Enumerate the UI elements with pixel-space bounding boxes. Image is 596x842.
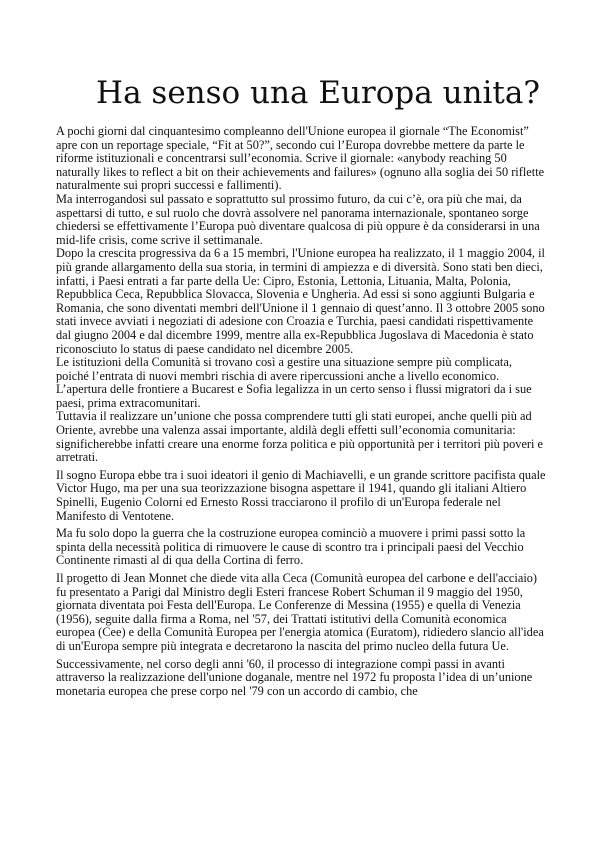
paragraph-integration: Successivamente, nel corso degli anni '60, il processo di integrazione compì passi in avanti attraverso la realizzazione dell'unione doganale, mentre nel 1972 fu proposta l’idea di un’unione monetaria europea che prese corpo nel '79 con un accordo di cambio, che bbox=[56, 656, 533, 698]
paragraph-enlargement: Dopo la crescita progressiva da 6 a 15 membri, l'Unione europea ha realizzato, il 1 maggio 2004, il più grande allargamento della sua storia, in termini di ampiezza e di diversità. Sono stati ben dieci, infatti, i Paesi entrati a far parte della Ue: Cipro, Estonia, Lettonia, Lituania, Malta, Polonia, Repubblica Ceca, Repubblica Slovacca, Slovenia e Ungheria. Ad essi si sono aggiunti Bulgaria e Romania, che sono diventati membri dell'Unione il 1 gennaio di quest’anno. Il 3 ottobre 2005 sono stati invece avviati i negoziati di adesione con Croazia e Turchia, paesi candidati rispettivamente dal giugno 2004 e dal dicembre 1999, mentre alla ex-Repubblica Jugoslava di Macedonia è stato riconosciuto lo status di paese candidato nel dicembre 2005. bbox=[56, 246, 545, 356]
paragraph-europe-dream: Il sogno Europa ebbe tra i suoi ideatori il genio di Machiavelli, e un grande scrittore pacifista quale Victor Hugo, ma per una sua teorizzazione bisogna aspettare il 1941, quando gli italiani Altiero Spinelli, Eugenio Colorni ed Ernesto Rossi tracciarono il profilo di un'Europa federale nel Manifesto di Ventotene. bbox=[56, 467, 546, 523]
document-title: Ha senso una Europa unita? bbox=[96, 75, 540, 111]
paragraph-economist: A pochi giorni dal cinquantesimo compleanno dell'Unione europea il giornale “The Economist” apre con un reportage speciale, “Fit at 50?”, secondo cui l’Europa dovrebbe mettere da parte le riforme istituzionali e concentrarsi sull’economia. Scrive il giornale: «anybody reaching 50 naturally likes to reflect a bit on their achievements and failures» (ognuno alla soglia dei 50 riflette naturalmente sui propri successi e fallimenti). bbox=[56, 124, 545, 193]
paragraph-post-war: Ma fu solo dopo la guerra che la costruzione europea cominciò a muovere i primi passi sotto la spinta della necessità politica di rimuovere le cause di scontro tra i principali paesi del Vecchio Continente rimasti al di qua della Cortina di ferro. bbox=[56, 526, 526, 568]
paragraph-union-value: Tuttavia il realizzare un’unione che possa comprendere tutti gli stati europei, anche quelli più ad Oriente, avrebbe una valenza assai importante, aldilà degli effetti sull’economia comunitaria: significherebbe infatti creare una enorme forza politica e più opportunità per i territori più poveri e arretrati. bbox=[56, 409, 544, 465]
paragraph-institutions: Le istituzioni della Comunità si trovano così a gestire una situazione sempre più complicata, poiché l’entrata di nuovi membri rischia di avere ripercussioni anche a livello economico. L’apertura delle frontiere a Bucarest e Sofia legalizza in un certo senso i flussi migratori da i sue paesi, prima extracomunitari. bbox=[56, 355, 532, 410]
article-body bbox=[56, 125, 546, 698]
paragraph-mid-life-crisis: Ma interrogandosi sul passato e soprattutto sul prossimo futuro, da cui c’è, ora più che mai, da aspettarsi di tutto, e sul ruolo che dovrà assolvere nel panorama internazionale, spontaneo sorge chiedersi se effettivamente l’Europa può diventare qualcosa di più oppure è da considerarsi in una mid-life crisis, come scrive il settimanale. bbox=[56, 191, 540, 247]
paragraph-monnet-project: Il progetto di Jean Monnet che diede vita alla Ceca (Comunità europea del carbone e dell'acciaio) fu presentato a Parigi dal Ministro degli Esteri francese Robert Schuman il 9 maggio del 1950, giornata diventata poi Festa dell'Europa. Le Conferenze di Messina (1955) e quella di Venezia (1956), seguite dalla firma a Roma, nel '57, dei Trattati istitutivi della Comunità economica europea (Cee) e della Comunità Europea per l'energia atomica (Euratom), ridiedero slancio all'idea di un'Europa sempre più integrata e decretarono la nascita del primo nucleo della futura Ue. bbox=[56, 571, 544, 653]
